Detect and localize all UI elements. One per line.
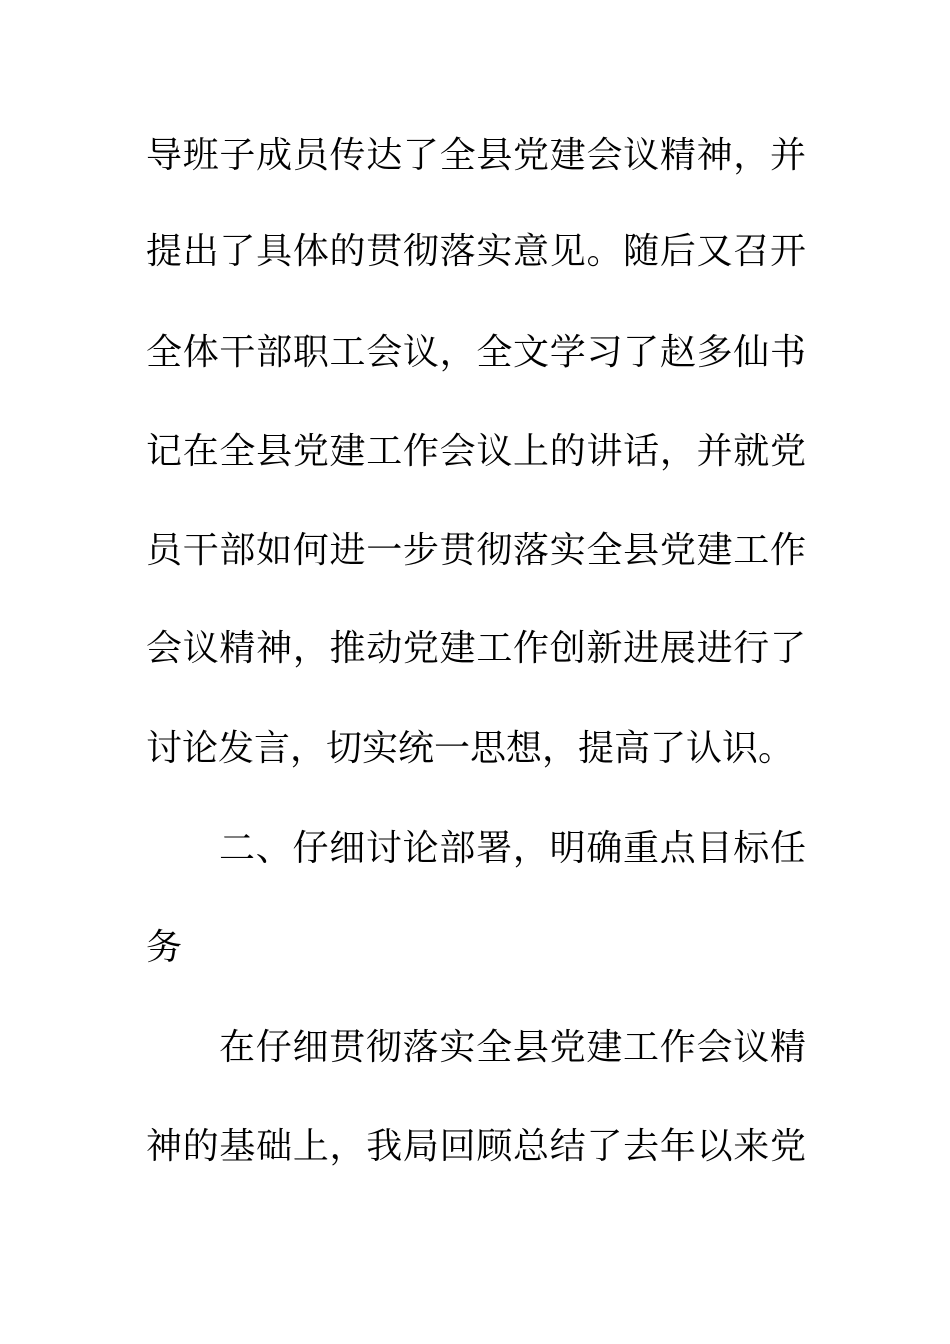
body-text-line: 神的基础上，我局回顾总结了去年以来党 [146, 1126, 806, 1167]
body-text-line: 导班子成员传达了全县党建会议精神，并 [146, 135, 806, 176]
body-text-line: 员干部如何进一步贯彻落实全县党建工作 [146, 530, 806, 571]
body-text-line: 记在全县党建工作会议上的讲话，并就党 [146, 431, 806, 472]
section-heading-line: 务 [146, 927, 183, 968]
body-text-line: 讨论发言，切实统一思想，提高了认识。 [146, 728, 795, 769]
body-text-line: 提出了具体的贯彻落实意见。随后又召开 [146, 231, 806, 272]
section-heading-line: 二、仔细讨论部署，明确重点目标任 [219, 828, 806, 869]
body-text-line: 在仔细贯彻落实全县党建工作会议精 [219, 1027, 806, 1068]
body-text-line: 全体干部职工会议，全文学习了赵多仙书 [146, 332, 806, 373]
body-text-line: 会议精神，推动党建工作创新进展进行了 [146, 628, 806, 669]
